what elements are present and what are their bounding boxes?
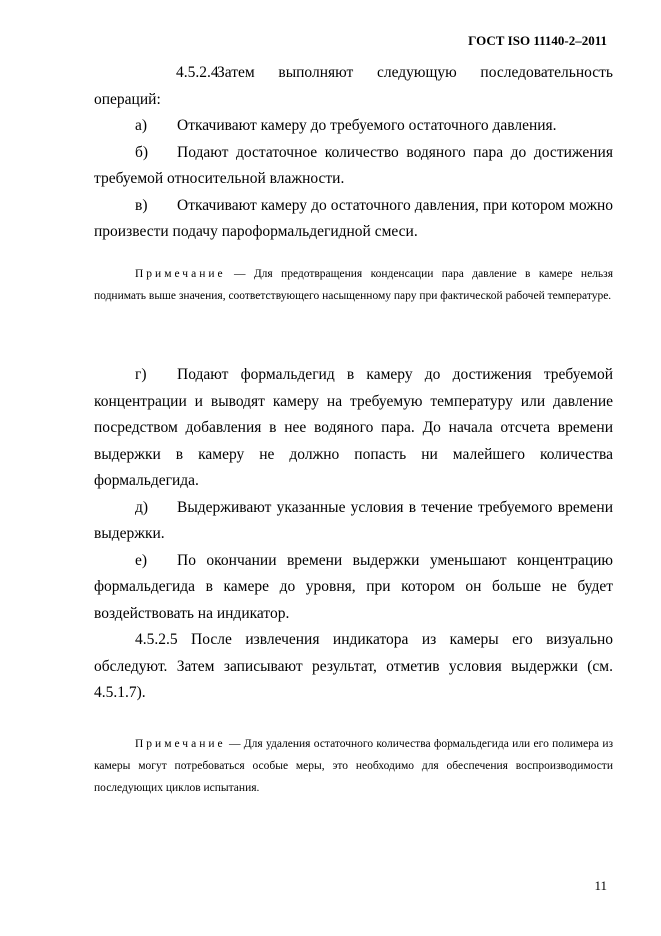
note-dash: — (228, 738, 241, 750)
note-text: Для предотвращения конденсации пара давление в камере нельзя поднимать выше значения, соответствующего насыщенному пару при фактической рабочей температуре. (94, 268, 614, 302)
note-1 (94, 263, 613, 307)
list-item-b (94, 140, 613, 193)
list-item-text: Откачивают камеру до остаточного давления, при котором можно произвести подачу пароформальдегидной смеси. (94, 196, 613, 240)
section-intro-text: Затем выполняют следующую последовательность операций: (94, 64, 613, 108)
list-item-label: д) (135, 498, 149, 516)
note-label: Примечание (135, 268, 226, 280)
note-paragraph (94, 263, 613, 307)
note-label: Примечание (135, 738, 226, 750)
section-4-5-2-4 (94, 60, 613, 246)
note-2 (94, 733, 613, 799)
document-code-header: ГОСТ ISO 11140-2–2011 (468, 33, 607, 48)
note-text: Для удаления остаточного количества формальдегида или его полимера из камеры могут потребоваться особые меры, это необходимо для обеспечения воспроизводимости последующих циклов испытания. (94, 738, 614, 794)
list-item-a (94, 113, 613, 140)
list-item-g (94, 362, 613, 495)
list-item-label: б) (135, 143, 149, 161)
section-4-5-2-5: 4.5.2.5 После извлечения индикатора из камеры его визуально обследуют. Затем записывают результат, отметив условия выдержки (см. 4.5.1.7). (94, 631, 613, 701)
list-item-label: в) (135, 196, 148, 214)
section-intro-paragraph (94, 60, 613, 113)
list-item-label: г) (135, 366, 147, 383)
list-item-text: Откачивают камеру до требуемого остаточного давления. (177, 117, 557, 134)
list-item-v (94, 193, 613, 246)
note-paragraph (94, 733, 613, 799)
list-item-text: Выдерживают указанные условия в течение требуемого времени выдержки. (94, 498, 613, 542)
list-item-label: е) (135, 551, 148, 569)
list-item-d (94, 495, 613, 548)
section-number: 4.5.2.4 (176, 64, 219, 81)
page-number: 11 (594, 878, 607, 893)
list-item-label: а) (135, 117, 148, 134)
list-item-text: По окончании времени выдержки уменьшают концентрацию формальдегида в камере до уровня, при котором он больше не будет воздействовать на индикатор. (94, 551, 613, 622)
list-item-text: Подают достаточное количество водяного пара до достижения требуемой относительной влажности. (94, 143, 613, 187)
note-dash: — (233, 268, 246, 280)
list-item-e (94, 548, 613, 628)
list-item-text: Подают формальдегид в камеру до достижения требуемой концентрации и выводят камеру на требуемую температуру или давление посредством добавления в нее водяного пара. До начала отсчета времени выдержки в камеру не должно попасть ни малейшего количества формальдегида. (94, 366, 613, 489)
list-continuation (94, 362, 613, 707)
